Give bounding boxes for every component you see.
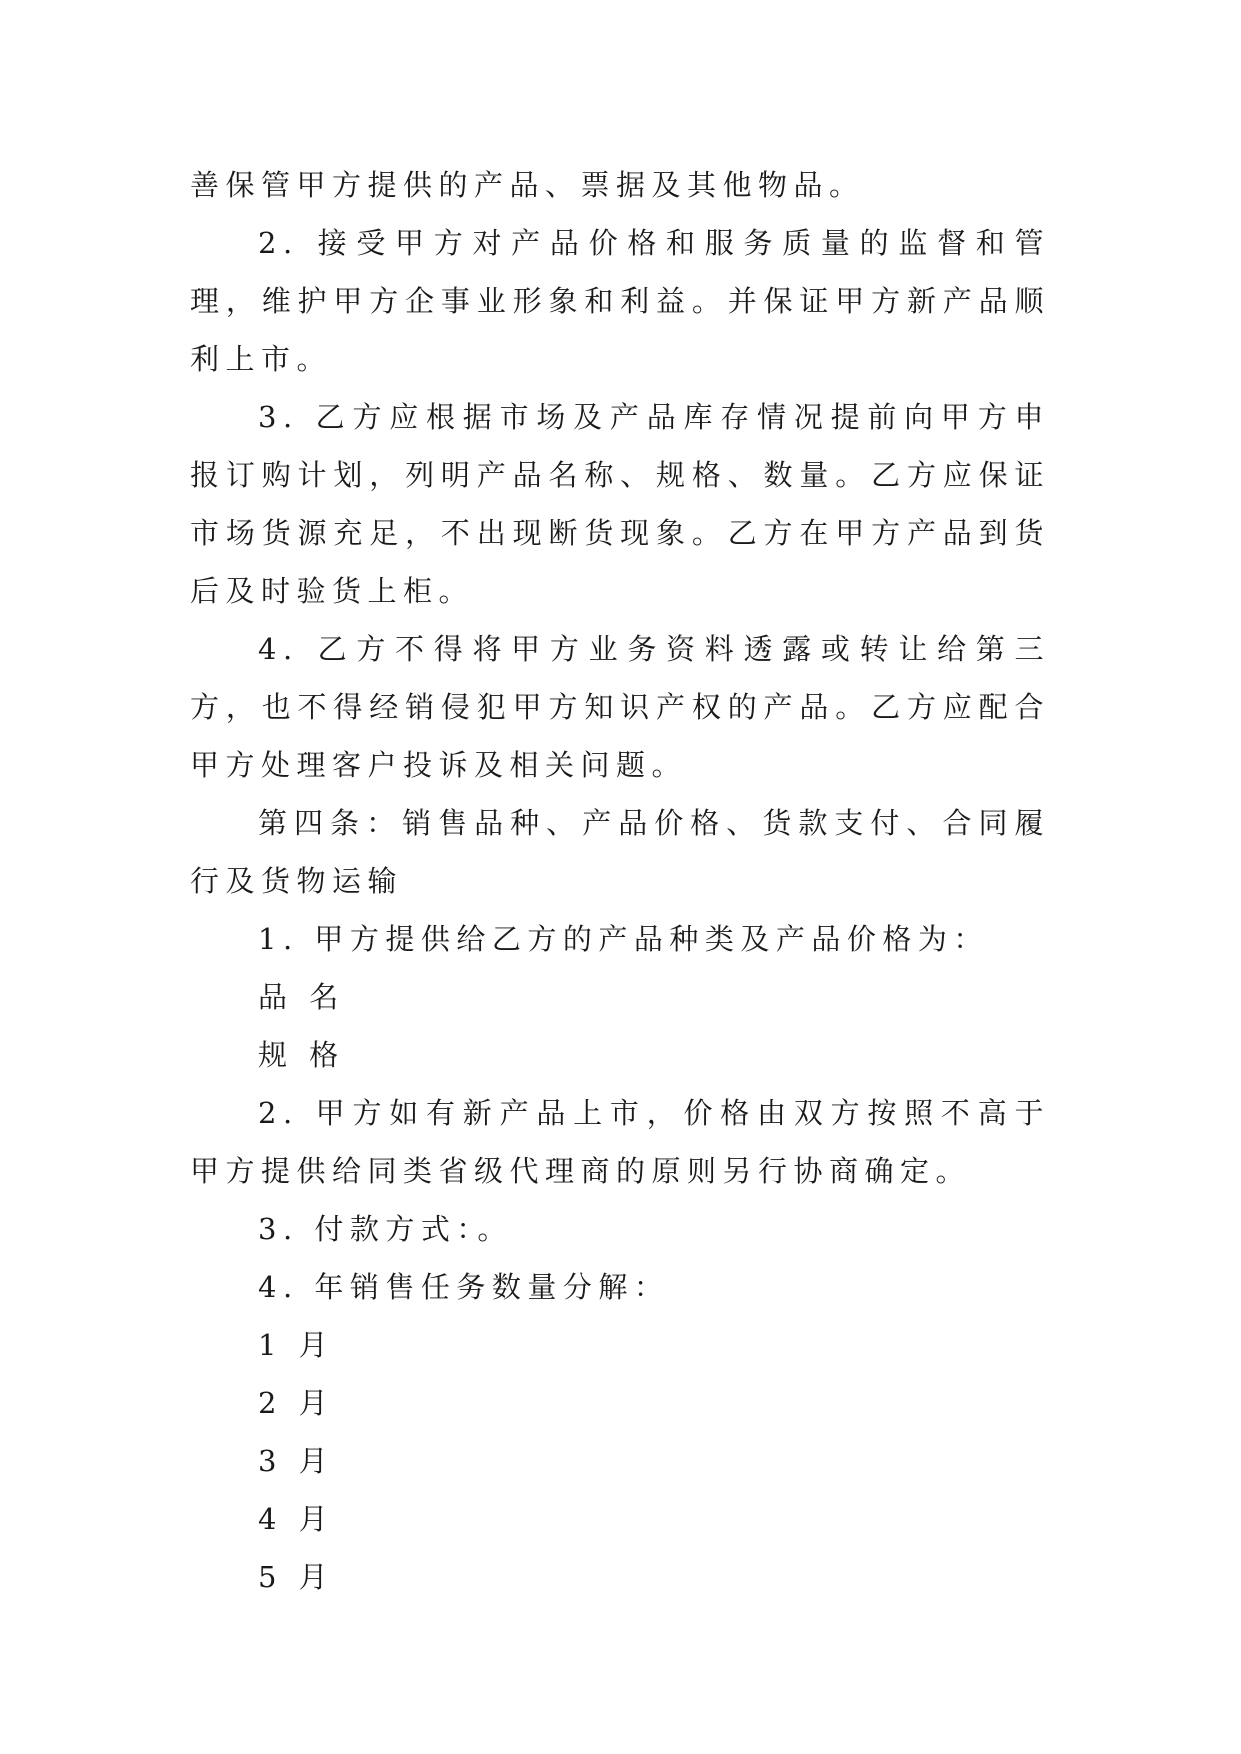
article-4-heading: 第四条：销售品种、产品价格、货款支付、合同履行及货物运输: [190, 806, 1050, 898]
month-row-4: 4 月: [258, 1502, 335, 1536]
paragraph-continuation: 善保管甲方提供的产品、票据及其他物品。: [190, 168, 865, 202]
month-row-3: 3 月: [258, 1444, 335, 1478]
paragraph-item-4-sales-target: 4. 年销售任务数量分解：: [258, 1270, 670, 1304]
paragraph-item-3-order-plan: 3. 乙方应根据市场及产品库存情况提前向甲方申报订购计划，列明产品名称、规格、数量。乙方应保证市场货源充足，不出现断货现象。乙方在甲方产品到货后及时验货上柜。: [190, 400, 1050, 608]
paragraph-item-2-supervision: 2. 接受甲方对产品价格和服务质量的监督和管理，维护甲方企事业形象和利益。并保证甲方新产品顺利上市。: [190, 226, 1050, 376]
month-row-5: 5 月: [258, 1560, 335, 1594]
paragraph-item-2-new-product: 2. 甲方如有新产品上市，价格由双方按照不高于甲方提供给同类省级代理商的原则另行协商确定。: [190, 1096, 1050, 1188]
paragraph-item-3-payment: 3. 付款方式：。: [258, 1212, 513, 1246]
paragraph-item-1-product-price: 1. 甲方提供给乙方的产品种类及产品价格为：: [258, 922, 989, 956]
field-specification: 规 格: [258, 1038, 345, 1072]
document-body: [190, 156, 1050, 1606]
month-row-2: 2 月: [258, 1386, 335, 1420]
field-product-name: 品 名: [258, 980, 345, 1014]
paragraph-item-4-confidentiality: 4. 乙方不得将甲方业务资料透露或转让给第三方，也不得经销侵犯甲方知识产权的产品。乙方应配合甲方处理客户投诉及相关问题。: [190, 632, 1050, 782]
month-row-1: 1 月: [258, 1328, 335, 1362]
